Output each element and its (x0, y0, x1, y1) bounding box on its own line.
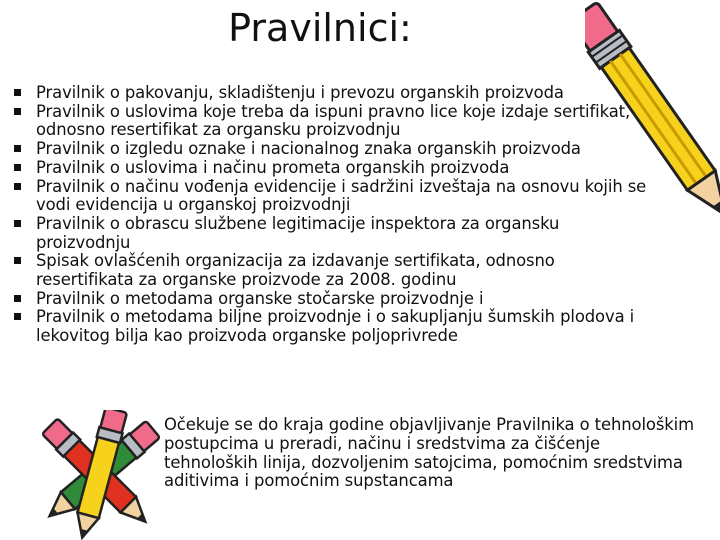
bullet-item (14, 159, 654, 178)
bullet-marker (14, 295, 21, 302)
pencil-icon (585, 0, 720, 225)
bullet-marker (14, 89, 21, 96)
bullet-list (14, 84, 654, 346)
bullet-item (14, 84, 654, 103)
bullet-text: Pravilnik o izgledu oznake i nacionalnog znaka organskih proizvoda (36, 139, 581, 159)
bullet-text: Pravilnik o metodama biljne proizvodnje i o sakupljanju šumskih plodova i lekovitog bilja kao proizvoda organske poljoprivrede (36, 307, 635, 346)
bullet-item (14, 290, 654, 309)
bullet-text: Pravilnik o metodama organske stočarske proizvodnje i (36, 288, 484, 308)
bullet-marker (14, 313, 21, 320)
bullet-marker (14, 257, 21, 264)
bullet-text: Pravilnik o uslovima i načinu prometa organskih proizvoda (36, 157, 510, 177)
slide-title: Pravilnici: (228, 6, 412, 50)
pencils-icon (30, 410, 170, 540)
bullet-item (14, 103, 654, 140)
bullet-item (14, 178, 654, 215)
closing-note: Očekuje se do kraja godine objavljivanje Pravilnika o tehnološkim postupcima u preradi, načinu i sredstvima za čišćenje tehnoloških linija, dozvoljenim satojcima, pomoćnim sredstvima aditivima i pomoćnim supstancama (164, 415, 694, 491)
bullet-item (14, 308, 654, 345)
bullet-marker (14, 183, 21, 190)
bullet-marker (14, 220, 21, 227)
bullet-item (14, 140, 654, 159)
bullet-text: Pravilnik o načinu vođenja evidencije i sadržini izveštaja na osnovu kojih se vodi evidencija u organskoj proizvodnji (36, 176, 647, 215)
bullet-text: Spisak ovlašćenih organizacija za izdavanje sertifikata, odnosno resertifikata za organske proizvode za 2008. godinu (36, 251, 555, 290)
bullet-text: Pravilnik o uslovima koje treba da ispuni pravno lice koje izdaje sertifikat, odnosno resertifikat za organsku proizvodnju (36, 101, 631, 140)
bullet-text: Pravilnik o pakovanju, skladištenju i prevozu organskih proizvoda (36, 83, 564, 102)
bullet-marker (14, 108, 21, 115)
bullet-item (14, 252, 654, 289)
bullet-item (14, 215, 654, 252)
bullet-marker (14, 145, 21, 152)
bullet-marker (14, 164, 21, 171)
bullet-text: Pravilnik o obrascu službene legitimacije inspektora za organsku proizvodnju (36, 213, 560, 252)
